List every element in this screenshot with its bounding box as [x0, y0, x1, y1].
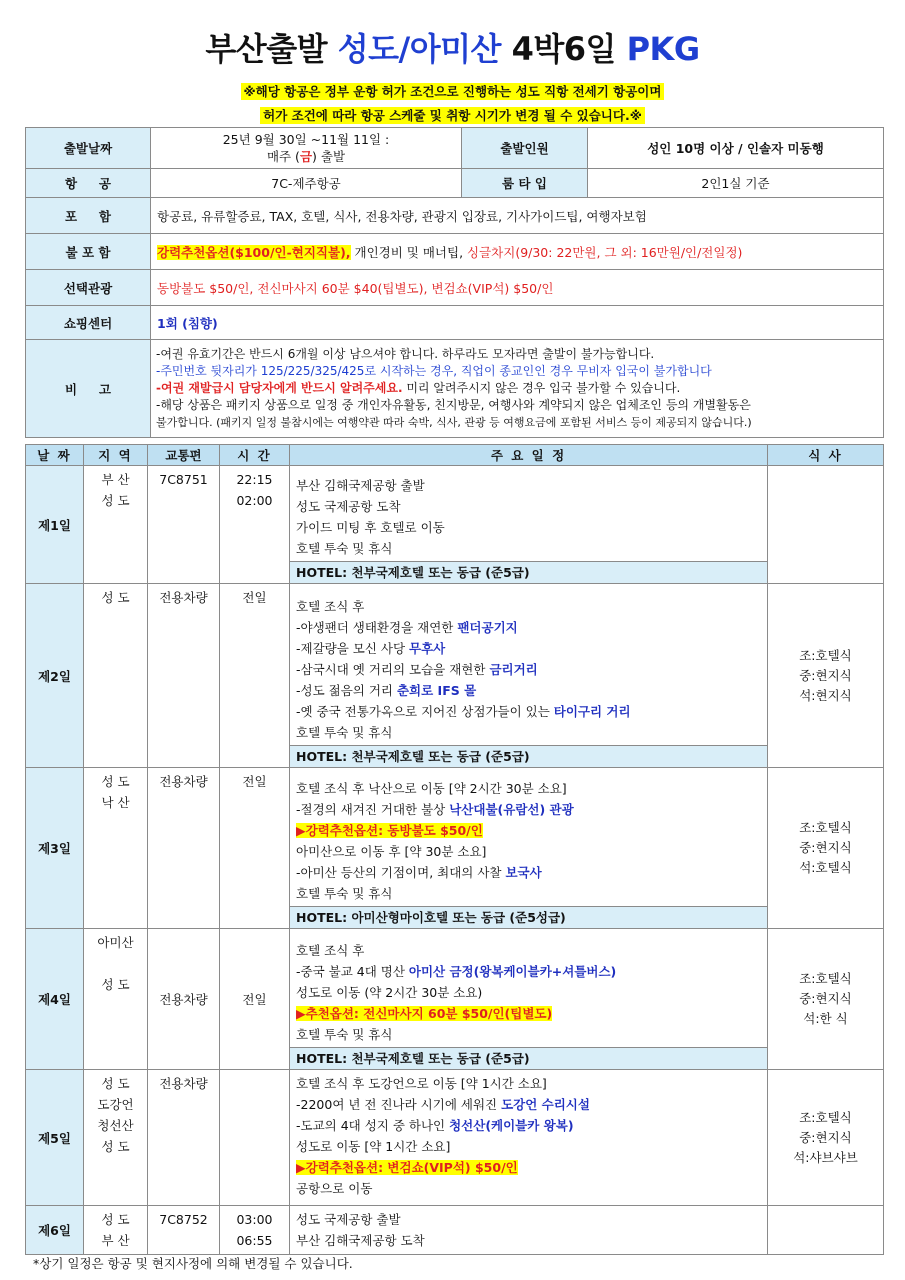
- people-label: 출발인원: [462, 128, 588, 169]
- depart-value: 25년 9월 30일 ~11월 11일 : 매주 (금) 출발: [151, 128, 462, 169]
- itinerary: 호텔 조식 후 -중국 불교 4대 명산 아미산 금정(왕복케이블카+셔틀버스) 성도로 이동 (약 2시간 30분 소요) ▶추천옵션: 전신마사지 60분 $50/인(팁별도) 호텔 투숙 및 휴식 HOTEL: 천부국제호텔 또는 동급 (준5급): [290, 929, 768, 1070]
- title-part: 부산출발: [205, 30, 338, 68]
- schedule-table: [25, 444, 884, 1255]
- hdr-time: 시 간: [220, 445, 290, 466]
- day-row: [26, 584, 884, 768]
- time: 03:00 06:55: [220, 1206, 290, 1255]
- transport: 7C8752: [148, 1206, 220, 1255]
- excl-label: 불 포 함: [26, 234, 151, 270]
- footer-note: *상기 일정은 항공 및 현지사정에 의해 변경될 수 있습니다.: [33, 1256, 353, 1271]
- itinerary: 호텔 조식 후 도강언으로 이동 [약 1시간 소요] -2200여 년 전 진나라 시기에 세워진 도강언 수리시설 -도교의 4대 성지 중 하나인 청선산(케이블카 왕복) 성도로 이동 [약 1시간 소요] ▶강력추천옵션: 변검쇼(VIP석) $50/인 공항으로 이동: [290, 1070, 768, 1206]
- hotel-info: HOTEL: 아미산형마이호텔 또는 동급 (준5성급): [290, 906, 767, 928]
- region: 성 도 부 산: [84, 1206, 148, 1255]
- note-label: 비 고: [26, 340, 151, 438]
- region: 성 도 도강언 청선산 성 도: [84, 1070, 148, 1206]
- transport: 7C8751: [148, 466, 220, 584]
- title-destination: 성도/아미산: [337, 30, 501, 68]
- day-label: 제6일: [26, 1206, 84, 1255]
- air-value: 7C-제주항공: [151, 169, 462, 198]
- transport: 전용차량: [148, 1070, 220, 1206]
- air-label: 항 공: [26, 169, 151, 198]
- itinerary: 호텔 조식 후 낙산으로 이동 [약 2시간 30분 소요] -절경의 새겨진 거대한 불상 낙산대불(유람선) 관광 ▶강력추천옵션: 동방불도 $50/인 아미산으로 이동 후 [약 30분 소요] -아미산 등산의 기점이며, 최대의 사찰 보국사 호텔 투숙 및 휴식 HOTEL: 아미산형마이호텔 또는 동급 (준5성급): [290, 768, 768, 929]
- excl-value: 강력추천옵션($100/인-현지직불), 개인경비 및 매너팁, 싱글차지(9/30: 22만원, 그 외: 16만원/인/전일정): [151, 234, 884, 270]
- itinerary: 성도 국제공항 출발 부산 김해국제공항 도착: [290, 1206, 768, 1255]
- meal: 조:호텔식 중:현지식 석:샤브샤브: [768, 1070, 884, 1206]
- hdr-day: 날 짜: [26, 445, 84, 466]
- region: 성 도: [84, 584, 148, 768]
- transport: 전용차량: [148, 929, 220, 1070]
- page-title: [0, 24, 905, 70]
- day-row: [26, 929, 884, 1070]
- day-label: 제2일: [26, 584, 84, 768]
- room-value: 2인1실 기준: [588, 169, 884, 198]
- shop-label: 쇼핑센터: [26, 306, 151, 340]
- day-row: [26, 466, 884, 584]
- meal: 조:호텔식 중:현지식 석:현지식: [768, 584, 884, 768]
- shop-value: 1회 (침향): [151, 306, 884, 340]
- hotel-info: HOTEL: 천부국제호텔 또는 동급 (준5급): [290, 1047, 767, 1069]
- region: 아미산 성 도: [84, 929, 148, 1070]
- hdr-itinerary: 주 요 일 정: [290, 445, 768, 466]
- day-label: 제4일: [26, 929, 84, 1070]
- hdr-transport: 교통편: [148, 445, 220, 466]
- day-label: 제1일: [26, 466, 84, 584]
- notice-line-1: ※해당 항공은 정부 운항 허가 조건으로 진행하는 성도 직항 전세기 항공이며: [0, 82, 905, 100]
- time: 22:15 02:00: [220, 466, 290, 584]
- opt-label: 선택관광: [26, 270, 151, 306]
- day-label: 제5일: [26, 1070, 84, 1206]
- hdr-meal: 식 사: [768, 445, 884, 466]
- title-duration: 4박6일: [500, 30, 627, 68]
- meal: [768, 1206, 884, 1255]
- incl-value: 항공료, 유류할증료, TAX, 호텔, 식사, 전용차량, 관광지 입장료, 기사가이드팁, 여행자보험: [151, 198, 884, 234]
- day-row: [26, 1206, 884, 1255]
- info-table: [25, 127, 884, 438]
- transport: 전용차량: [148, 768, 220, 929]
- day-label: 제3일: [26, 768, 84, 929]
- time: 전일: [220, 584, 290, 768]
- region: 성 도 낙 산: [84, 768, 148, 929]
- title-pkg: PKG: [626, 30, 700, 68]
- itinerary: 부산 김해국제공항 출발 성도 국제공항 도착 가이드 미팅 후 호텔로 이동 호텔 투숙 및 휴식 HOTEL: 천부국제호텔 또는 동급 (준5급): [290, 466, 768, 584]
- time: [220, 1070, 290, 1206]
- incl-label: 포 함: [26, 198, 151, 234]
- hotel-info: HOTEL: 천부국제호텔 또는 동급 (준5급): [290, 745, 767, 767]
- note-value: -여권 유효기간은 반드시 6개월 이상 남으셔야 합니다. 하루라도 모자라면 출발이 불가능합니다. -주민번호 뒷자리가 125/225/325/425로 시작하는 경우, 직업이 종교인인 경우 무비자 입국이 불가합니다 -여권 재발급시 담당자에게 반드시 알려주세요. 미리 알려주시지 않은 경우 입국 불가할 수 있습니다. -해당 상품은 패키지 상품으로 일정 중 개인자유활동, 친지방문, 여행사와 계약되지 않은 업체조인 등의 개별활동은 불가합니다. (패키지 일정 불참시에는 여행약관 따라 숙박, 식사, 관광 등 여행요금에 포함된 서비스 등이 제공되지 않습니다.): [151, 340, 884, 438]
- hotel-info: HOTEL: 천부국제호텔 또는 동급 (준5급): [290, 561, 767, 583]
- day-row: [26, 768, 884, 929]
- transport: 전용차량: [148, 584, 220, 768]
- room-label: 룸 타 입: [462, 169, 588, 198]
- meal: [768, 466, 884, 584]
- time: 전일: [220, 768, 290, 929]
- opt-value: 동방불도 $50/인, 전신마사지 60분 $40(팁별도), 변검쇼(VIP석) $50/인: [151, 270, 884, 306]
- day-row: [26, 1070, 884, 1206]
- itinerary: 호텔 조식 후 -야생팬더 생태환경을 재연한 팬더공기지 -제갈량을 모신 사당 무후사 -삼국시대 옛 거리의 모습을 재현한 금리거리 -성도 젊음의 거리 춘희로 IFS 몰 -옛 중국 전통가옥으로 지어진 상점가들이 있는 타이구리 거리 호텔 투숙 및 휴식 HOTEL: 천부국제호텔 또는 동급 (준5급): [290, 584, 768, 768]
- time: 전일: [220, 929, 290, 1070]
- meal: 조:호텔식 중:현지식 석:한 식: [768, 929, 884, 1070]
- notice-line-2: 허가 조건에 따라 항공 스케줄 및 취항 시기가 변경 될 수 있습니다.※: [0, 106, 905, 124]
- depart-label: 출발날짜: [26, 128, 151, 169]
- meal: 조:호텔식 중:현지식 석:호텔식: [768, 768, 884, 929]
- people-value: 성인 10명 이상 / 인솔자 미동행: [588, 128, 884, 169]
- hdr-region: 지 역: [84, 445, 148, 466]
- region: 부 산 성 도: [84, 466, 148, 584]
